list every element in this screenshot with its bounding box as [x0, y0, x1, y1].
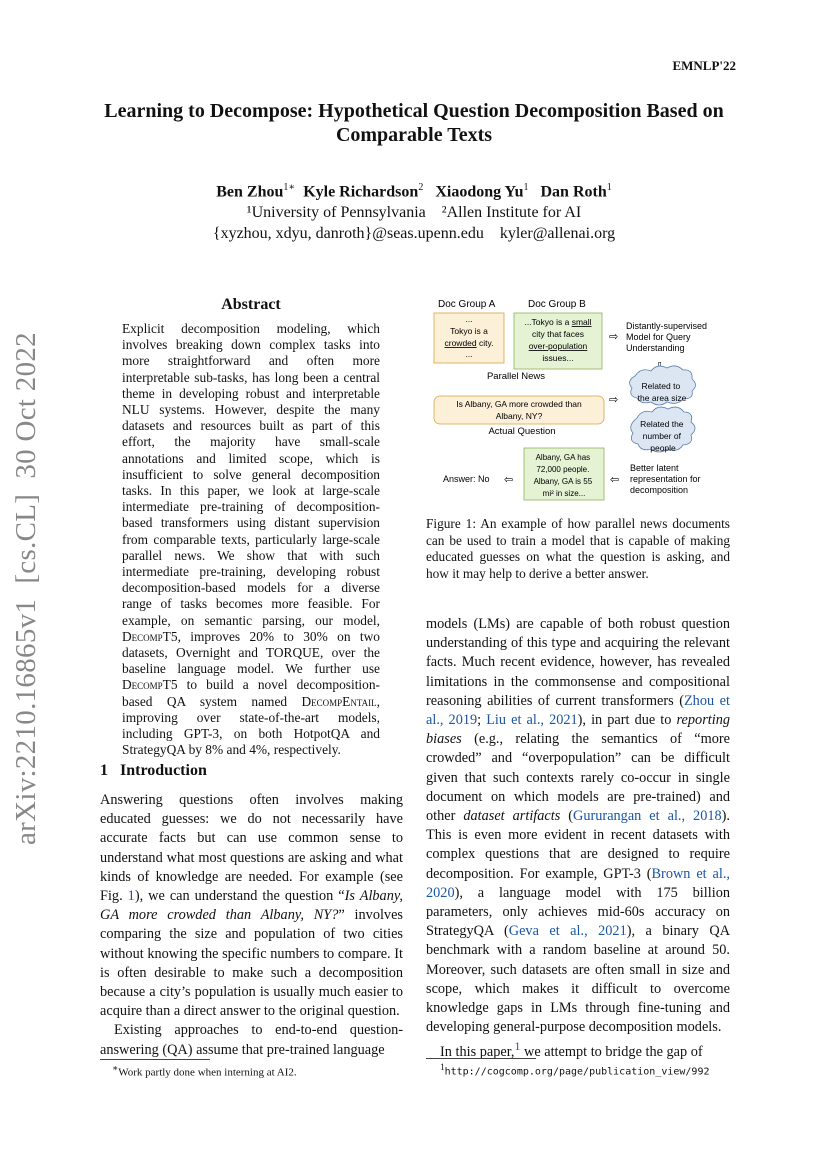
doc-group-a-label: Doc Group A	[438, 299, 496, 310]
svg-text:Related the number of: Related the number of people	[640, 419, 684, 453]
svg-text:...Tokyo is a small: ...Tokyo is a small	[524, 317, 592, 327]
svg-text:Albany, NY?: Albany, NY?	[495, 411, 543, 421]
parallel-news-label: Parallel News	[486, 371, 546, 382]
abstract-body: Explicit decomposition modeling, which involves breaking down complex tasks into more straightforward and often more interpretable sub-tasks, has long been a central theme in developing robust and interpretable NLU systems. However, despite the many datasets and resources built as part of this effort, the majority have small-scale annotations and limited scope, which is insufficient to solve general decomposition tasks. In this paper, we look at large-scale intermediate pre-training of decomposition-based transformers using distant supervision from comparable texts, particularly large-scale parallel news. We show that with such intermediate pre-training, developing robust decomposition-based models for a diverse range of tasks becomes more feasible. For example, on semantic parsing, our model, DecompT5, improves 20% to 30% on two datasets, Overnight and TORQUE, over the baseline language model. We further use DecompT5 to build a novel decomposition-based QA system named DecompEntail, improving over state-of-the-art models, including GPT-3, on both HotpotQA and StrategyQA by 8% and 4%, respectively.	[122, 321, 380, 758]
doc-group-b-label: Doc Group B	[528, 299, 586, 310]
url-link[interactable]: http://cogcomp.org/page/publication_view/992	[444, 1066, 710, 1078]
svg-text:...: ...	[465, 349, 473, 359]
arrow-left-icon: ⇦	[610, 474, 620, 486]
citation-link[interactable]: Liu et al., 2021	[486, 712, 578, 729]
arrow-left-icon: ⇦	[504, 474, 514, 486]
figure-ref-link[interactable]: 1	[127, 888, 135, 905]
paragraph: Answering questions often involves making educated guesses: we do not necessarily have accurate facts but can use common sense to understand what most questions are asking and what kinds of knowledge are needed. For example (see Fig. 1), we can understand the question “Is Albany, GA more crowded than Albany, NY?” involves comparing the size and population of two cities without knowing the specific numbers to compare. It is often desirable to make such a decomposition because a city’s population is usually much easier to acquire than a direct answer to the original question.	[100, 792, 403, 1020]
affiliations: ¹University of Pennsylvania ²Allen Institute for AI	[246, 204, 582, 222]
emails: {xyzhou, xdyu, danroth}@seas.upenn.edu kyler@allenai.org	[212, 225, 616, 243]
footnote-ref-link[interactable]: 1	[514, 1039, 521, 1054]
author-name: Kyle Richardson	[303, 183, 419, 201]
svg-text:crowded city.: crowded city.	[444, 338, 494, 348]
svg-text:issues...: issues...	[542, 353, 574, 363]
arrow-right-icon: ⇨	[609, 331, 619, 343]
svg-text:...: ...	[465, 314, 473, 324]
author-name: Dan Roth	[540, 183, 607, 201]
latent-label: Better latent representation for decomposition	[630, 463, 701, 495]
figure-1-diagram	[426, 292, 736, 502]
arrow-right-icon: ⇨	[609, 394, 619, 406]
citation-link[interactable]: Gururangan et al., 2018	[573, 808, 722, 825]
answer-label: Answer: No	[443, 474, 490, 484]
abstract-heading: Abstract	[221, 296, 281, 313]
section-heading-introduction: 1 Introduction	[100, 762, 207, 779]
svg-text:city that faces: city that faces	[532, 329, 584, 339]
paragraph: models (LMs) are capable of both robust question understanding of this type and acquiring the relevant facts. Much recent evidence, however, has revealed limitations in the commonsense and compositional reasoning abilities of current transformers (Zhou et al., 2019; Liu et al., 2021), in part due to reporting biases (e.g., relating the semantics of “more crowded” and “overpopulation” can be difficult given that such contexts rarely co-occur in single document on which models are pre-trained) and other dataset artifacts (Gururangan et al., 2018). This is even more evident in recent datasets with complex questions that are designed to require decomposition. For example, GPT-3 (Brown et al., 2020), a language model with 175 billion parameters, only achieves mid-60s accuracy on StrategyQA (Geva et al., 2021), a binary QA benchmark with a random baseline at around 50. Moreover, such datasets are often small in size and scope, which makes it difficult to overcome knowledge gaps in LMs through fine-tuning and developing general-purpose decomposition models.	[426, 616, 731, 1036]
author-names: Ben Zhou$^{1∗}$ Kyle Richardson$^2$ Xiaodong Yu$^1$ Dan Roth$^1$	[216, 182, 612, 201]
arxiv-stamp: arXiv:2210.16865v1 [cs.CL] 30 Oct 2022	[10, 332, 42, 845]
footnote-url: $^1$http://cogcomp.org/page/publication_view/992	[440, 1062, 710, 1078]
svg-text:Tokyo is a: Tokyo is a	[450, 326, 488, 336]
citation-link[interactable]: Brown et al., 2020	[426, 865, 730, 901]
author-name: Xiaodong Yu	[435, 183, 524, 201]
svg-text:Is Albany, GA more crowded tha: Is Albany, GA more crowded than	[456, 399, 582, 409]
paper-title: Learning to Decompose: Hypothetical Question Decomposition Based on Comparable Texts	[104, 100, 724, 146]
citation-link[interactable]: Zhou et al., 2019	[426, 692, 730, 729]
venue-label: EMNLP'22	[672, 58, 736, 73]
paragraph: Existing approaches to end-to-end question-answering (QA) assume that pre-trained language	[100, 1022, 403, 1058]
model-label: Distantly-supervised Model for Query Understanding	[626, 321, 708, 353]
introduction-body	[100, 791, 403, 1060]
svg-text:over-population: over-population	[528, 341, 588, 351]
footnote-rule	[100, 1059, 210, 1060]
figure-caption: Figure 1: An example of how parallel news documents can be used to train a model that is capable of making educated guesses on what the question is asking, and how it may help to derive a better answer.	[426, 516, 730, 582]
right-column-body	[426, 615, 730, 1062]
author-block	[90, 177, 738, 244]
footnote-rule	[426, 1058, 536, 1059]
paragraph: In this paper,$^1$ we attempt to bridge the gap of	[440, 1039, 703, 1061]
svg-text:Albany, GA has 72,000 peop: Albany, GA has 72,000 people. Albany, GA is 55 mi² in size...	[533, 453, 593, 498]
actual-question-label: Actual Question	[488, 426, 556, 437]
author-name: Ben Zhou	[216, 183, 284, 201]
citation-link[interactable]: Geva et al., 2021	[508, 923, 627, 940]
svg-text:Related to the area size: Related to the area size	[637, 381, 687, 403]
footnote-author: ∗Work partly done when interning at AI2.	[112, 1063, 297, 1079]
